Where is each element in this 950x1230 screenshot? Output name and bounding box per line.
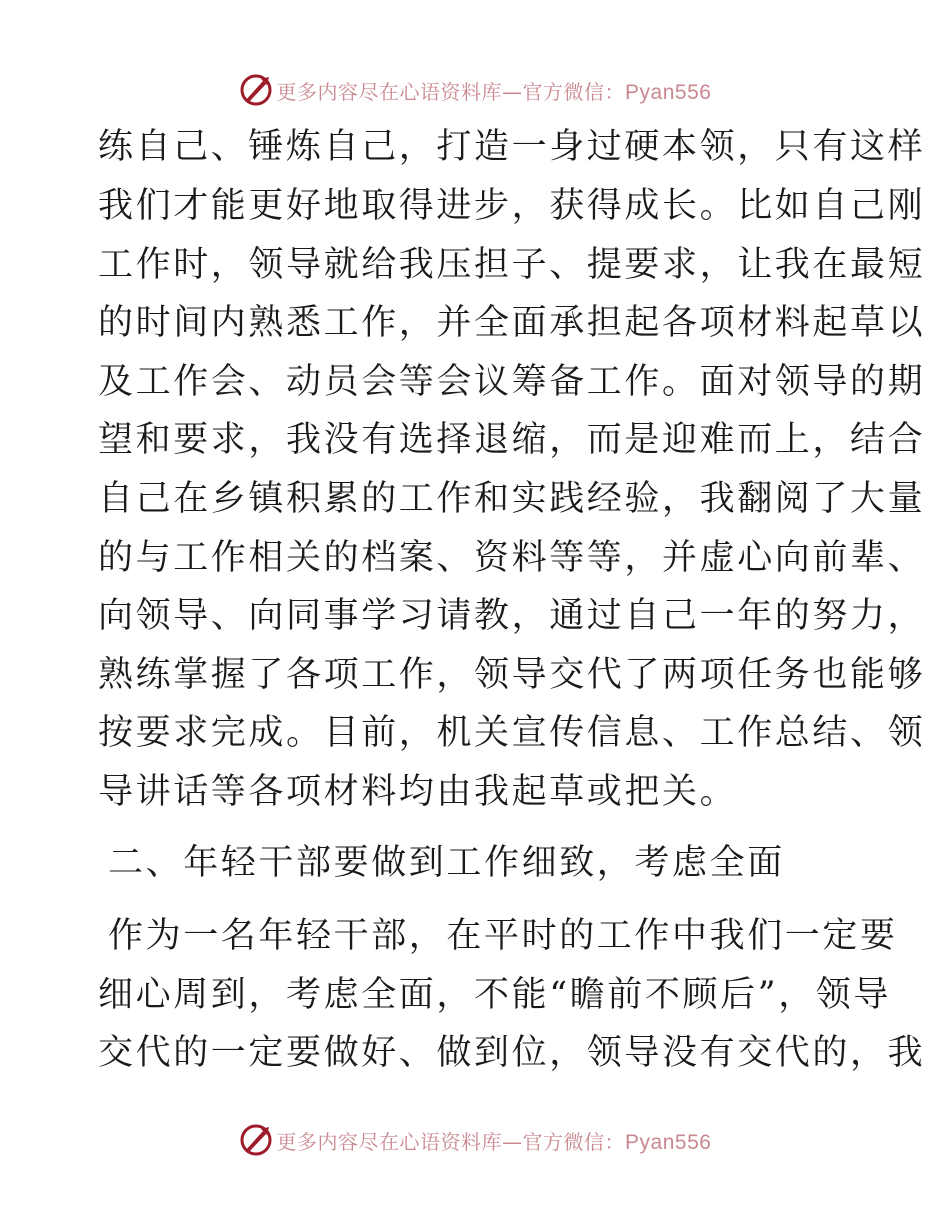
paragraph-1-line: 按要求完成。目前，机关宣传信息、工作总结、领 — [98, 713, 926, 753]
paragraph-1-line: 我们才能更好地取得进步，获得成长。比如自己刚 — [98, 186, 926, 226]
paragraph-1-line: 的与工作相关的档案、资料等等，并虚心向前辈、 — [98, 538, 926, 578]
watermark-label: 更多内容尽在心语资料库—官方微信： — [276, 1129, 626, 1154]
quill-pen-icon — [239, 73, 273, 107]
watermark-footer — [0, 1120, 950, 1160]
watermark-header — [0, 70, 950, 110]
paragraph-2-line: 细心周到，考虑全面，不能“瞻前不顾后”，领导 — [98, 975, 891, 1015]
watermark-text — [277, 1126, 712, 1155]
watermark-wechat-id: Pyan556 — [625, 80, 712, 104]
paragraph-2-line: 交代的一定要做好、做到位，领导没有交代的，我 — [98, 1033, 926, 1073]
paragraph-1-line: 及工作会、动员会等会议筹备工作。面对领导的期 — [98, 362, 926, 402]
paragraph-1-line: 熟练掌握了各项工作，领导交代了两项任务也能够 — [98, 655, 926, 695]
watermark-wechat-id: Pyan556 — [625, 1130, 712, 1154]
paragraph-1-line: 工作时，领导就给我压担子、提要求，让我在最短 — [98, 245, 926, 285]
paragraph-1-line: 自己在乡镇积累的工作和实践经验，我翻阅了大量 — [98, 479, 926, 519]
section-heading: 二、年轻干部要做到工作细致，考虑全面 — [108, 843, 785, 883]
paragraph-1-line: 望和要求，我没有选择退缩，而是迎难而上，结合 — [98, 420, 926, 460]
paragraph-2-line: 作为一名年轻干部，在平时的工作中我们一定要 — [108, 916, 898, 956]
paragraph-1-line: 的时间内熟悉工作，并全面承担起各项材料起草以 — [98, 303, 926, 343]
quill-pen-icon — [239, 1123, 273, 1157]
paragraph-1-line: 练自己、锤炼自己，打造一身过硬本领，只有这样 — [98, 127, 926, 167]
paragraph-1-line: 向领导、向同事学习请教，通过自己一年的努力， — [98, 596, 926, 636]
paragraph-1-line: 导讲话等各项材料均由我起草或把关。 — [98, 772, 738, 812]
watermark-label: 更多内容尽在心语资料库—官方微信： — [276, 79, 626, 104]
watermark-text — [277, 76, 712, 105]
